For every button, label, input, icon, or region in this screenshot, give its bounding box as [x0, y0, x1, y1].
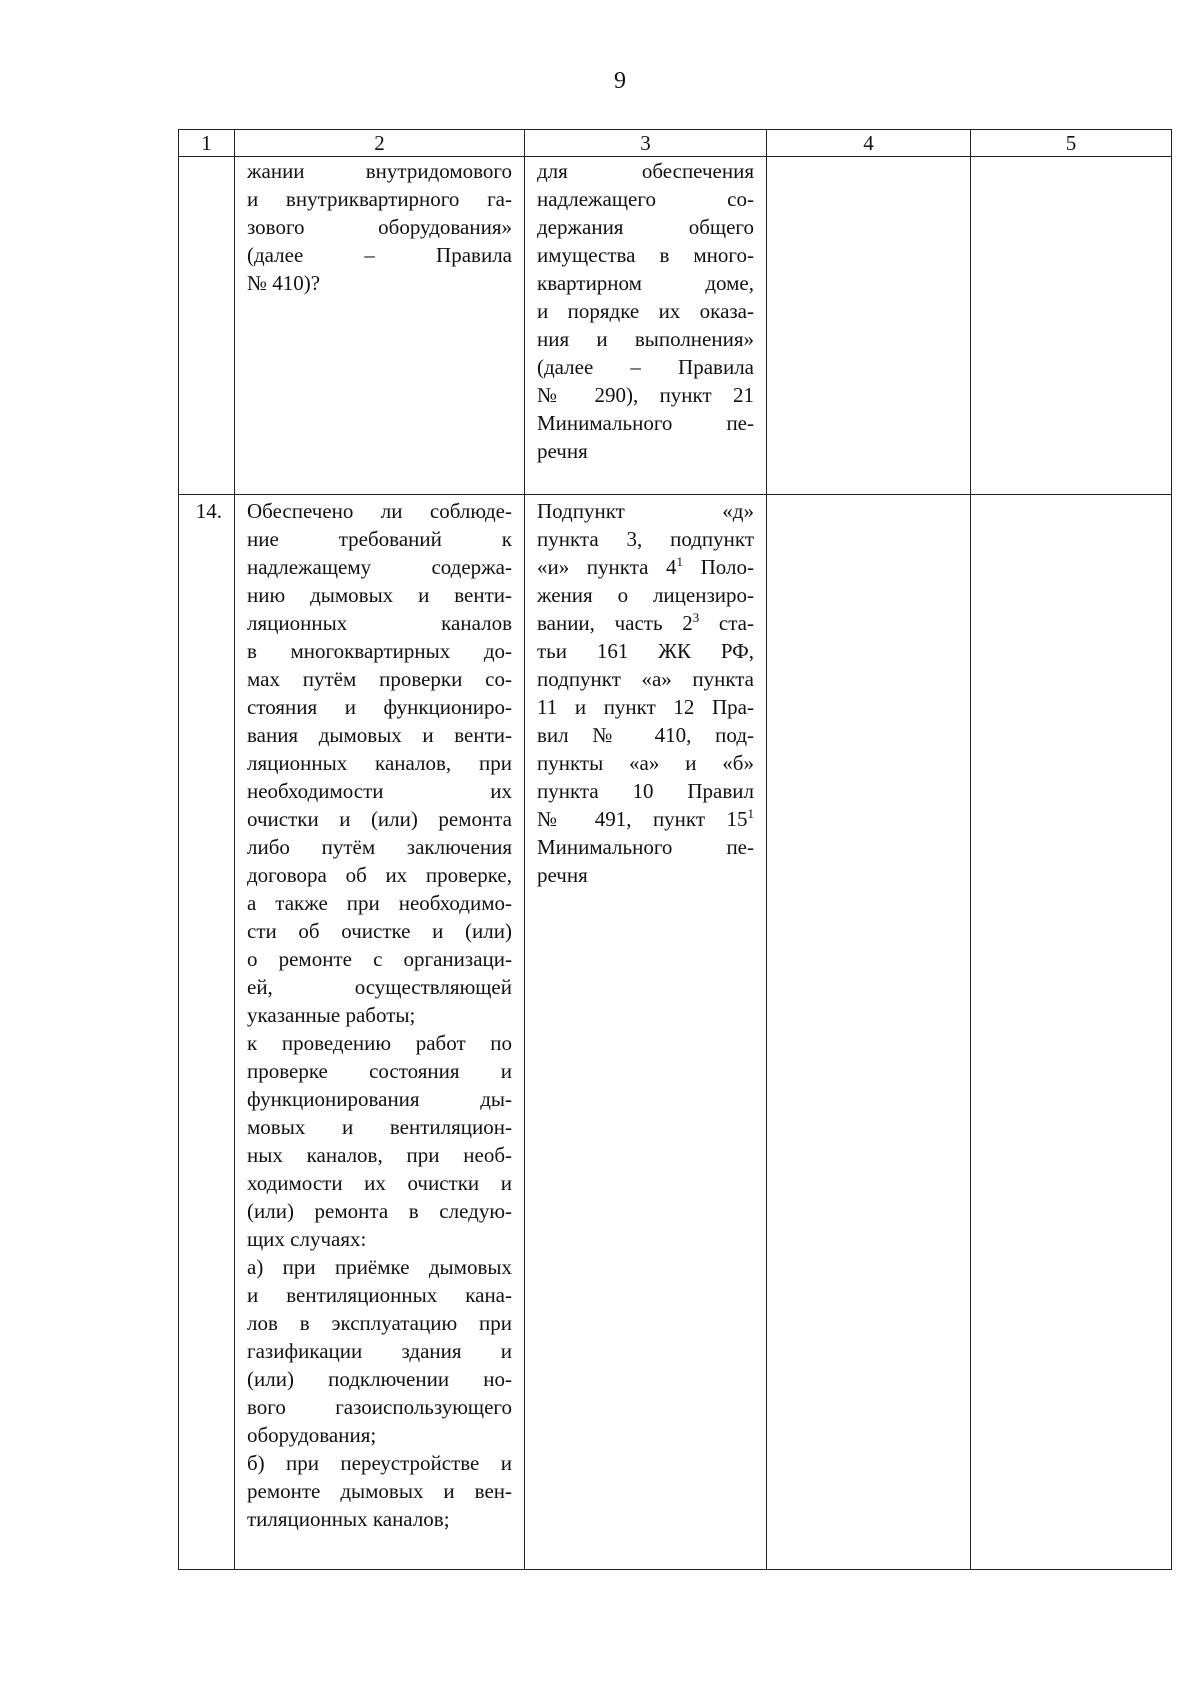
reference-line: [537, 609, 754, 637]
answer-cell-4: [767, 495, 971, 1570]
question-line: функционирования ды-: [247, 1087, 512, 1111]
question-line: очистки и (или) ремонта: [247, 807, 512, 831]
legal-reference-cell: [525, 157, 767, 495]
superscript: 1: [676, 554, 684, 569]
answer-cell-4: [767, 157, 971, 495]
table-row-14: [179, 495, 1172, 1570]
header-cell-4: 4: [767, 130, 971, 157]
question-line: № 410)?: [247, 271, 321, 295]
reference-line: (далее – Правила: [537, 355, 754, 379]
reference-line: [537, 805, 754, 833]
question-line: нию дымовых и венти-: [247, 583, 512, 607]
question-line: б) при переустройстве и: [247, 1451, 512, 1475]
reference-line: пункты «а» и «б»: [537, 751, 754, 775]
question-cell: [235, 157, 525, 495]
question-line: а) при приёмке дымовых: [247, 1255, 512, 1279]
question-line: в многоквартирных до-: [247, 639, 512, 663]
question-line: щих случаях:: [247, 1227, 367, 1251]
row-number-cell: 14.: [179, 495, 235, 1570]
question-line: сти об очистке и (или): [247, 919, 512, 943]
page-number: 9: [614, 68, 626, 94]
question-line: мах путём проверки со-: [247, 667, 512, 691]
question-line: указанные работы;: [247, 1003, 416, 1027]
header-cell-3: 3: [525, 130, 767, 157]
reference-line: пункта 10 Правил: [537, 779, 754, 803]
question-line: проверке состояния и: [247, 1059, 512, 1083]
reference-line: жения о лицензиро-: [537, 583, 754, 607]
reference-line: имущества в много-: [537, 243, 754, 267]
legal-reference-cell: [525, 495, 767, 1570]
question-line: Обеспечено ли соблюде-: [247, 499, 512, 523]
header-cell-5: 5: [971, 130, 1172, 157]
question-line: о ремонте с организаци-: [247, 947, 512, 971]
question-line: зового оборудования»: [247, 215, 512, 239]
reference-line: для обеспечения: [537, 159, 754, 183]
reference-line: речня: [537, 863, 588, 887]
question-line: ляционных каналов: [247, 611, 512, 635]
question-line: надлежащему содержа-: [247, 555, 512, 579]
reference-line: квартирном доме,: [537, 271, 754, 295]
answer-cell-5: [971, 495, 1172, 1570]
question-line: оборудования;: [247, 1423, 377, 1447]
question-line: ремонте дымовых и вен-: [247, 1479, 512, 1503]
question-line: (далее – Правила: [247, 243, 512, 267]
question-line: и вентиляционных кана-: [247, 1283, 512, 1307]
table-header-row: [179, 130, 1172, 157]
reference-fragment: ста-: [699, 611, 754, 635]
reference-fragment: Поло-: [683, 555, 754, 579]
reference-fragment: «и» пункта 4: [537, 555, 677, 579]
reference-line: Минимального пе-: [537, 411, 754, 435]
question-line: газификации здания и: [247, 1339, 512, 1363]
question-cell: [235, 495, 525, 1570]
reference-line: № 290), пункт 21: [537, 383, 754, 407]
question-line: и внутриквартирного га-: [247, 187, 512, 211]
reference-fragment: № 491, пункт 15: [537, 807, 748, 831]
question-line: жании внутридомового: [247, 159, 512, 183]
reference-line: пункта 3, подпункт: [537, 527, 754, 551]
header-cell-1: 1: [179, 130, 235, 157]
header-cell-2: 2: [235, 130, 525, 157]
question-line: тиляционных каналов;: [247, 1507, 450, 1531]
reference-line: [537, 553, 754, 581]
reference-line: и порядке их оказа-: [537, 299, 754, 323]
table-row-13-continued: [179, 157, 1172, 495]
reference-line: 11 и пункт 12 Пра-: [537, 695, 754, 719]
question-line: ние требований к: [247, 527, 512, 551]
reference-line: Минимального пе-: [537, 835, 754, 859]
question-line: мовых и вентиляцион-: [247, 1115, 512, 1139]
reference-line: ния и выполнения»: [537, 327, 754, 351]
requirements-table: [178, 129, 1172, 1570]
superscript: 3: [692, 610, 700, 625]
question-line: ей, осуществляющей: [247, 975, 512, 999]
question-line: (или) подключении но-: [247, 1367, 512, 1391]
question-line: договора об их проверке,: [247, 863, 512, 887]
question-line: (или) ремонта в следую-: [247, 1199, 512, 1223]
reference-line: Подпункт «д»: [537, 499, 754, 523]
question-line: к проведению работ по: [247, 1031, 512, 1055]
question-line: необходимости их: [247, 779, 512, 803]
reference-line: держания общего: [537, 215, 754, 239]
question-line: лов в эксплуатацию при: [247, 1311, 512, 1335]
reference-line: надлежащего со-: [537, 187, 754, 211]
reference-line: тьи 161 ЖК РФ,: [537, 639, 754, 663]
question-line: ных каналов, при необ-: [247, 1143, 512, 1167]
question-line: вого газоиспользующего: [247, 1395, 512, 1419]
question-line: вания дымовых и венти-: [247, 723, 512, 747]
question-line: либо путём заключения: [247, 835, 512, 859]
reference-line: вил № 410, под-: [537, 723, 754, 747]
superscript: 1: [747, 806, 754, 821]
reference-fragment: вании, часть 2: [537, 611, 693, 635]
question-line: ляционных каналов, при: [247, 751, 512, 775]
reference-line: речня: [537, 439, 588, 463]
question-line: стояния и функциониро-: [247, 695, 512, 719]
row-number-cell: [179, 157, 235, 495]
question-line: ходимости их очистки и: [247, 1171, 512, 1195]
reference-line: подпункт «а» пункта: [537, 667, 754, 691]
question-line: а также при необходимо-: [247, 891, 512, 915]
answer-cell-5: [971, 157, 1172, 495]
